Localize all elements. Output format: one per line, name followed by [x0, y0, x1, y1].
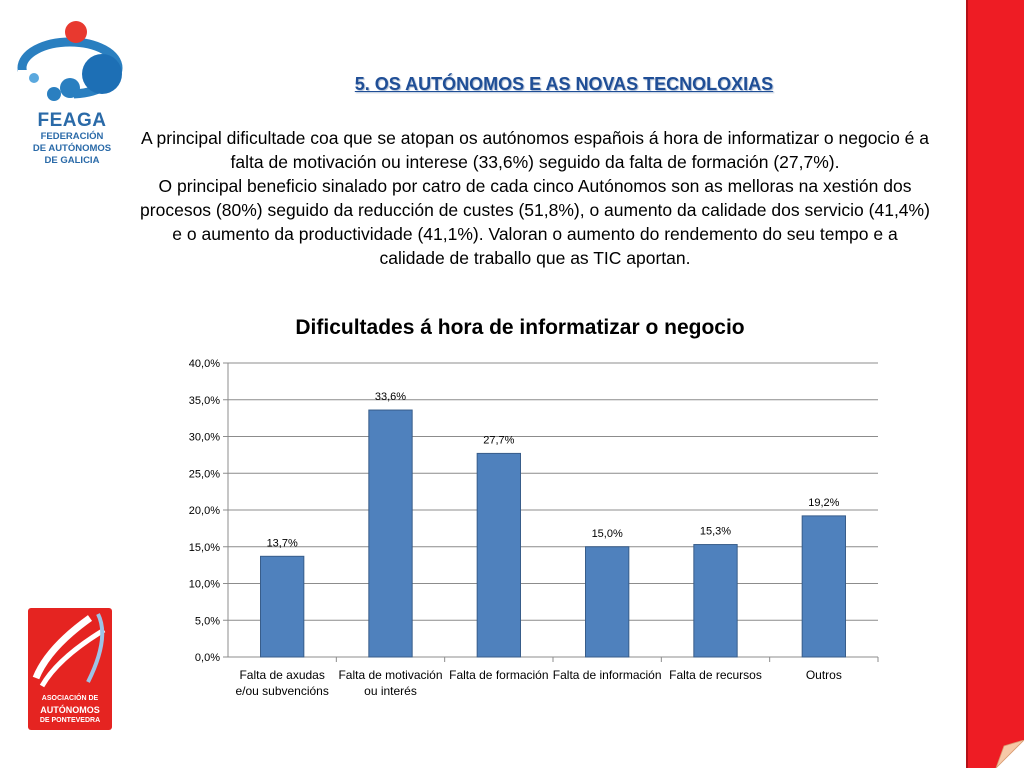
logo-bottom-line: AUTÓNOMOS [40, 705, 100, 715]
y-tick-label: 35,0% [188, 394, 220, 407]
data-label: 15,0% [591, 527, 623, 540]
body-text [140, 126, 930, 270]
x-tick-label: Falta de motivación ou interés [338, 668, 443, 698]
bar [261, 556, 304, 657]
page-curl-icon [990, 740, 1024, 768]
y-tick-label: 30,0% [188, 431, 220, 444]
chart-title: Dificultades á hora de informatizar o negocio [295, 316, 745, 339]
slide-title: 5. OS AUTÓNOMOS E AS NOVAS TECNOLOXIAS [354, 74, 774, 94]
logo-subtitle-line: DE AUTÓNOMOS [32, 143, 112, 154]
logo-subtitle-line: DE GALICIA [44, 155, 100, 166]
x-tick-label: Falta de información [552, 668, 662, 682]
body-paragraph-difficulties: A principal dificultade coa que se atopan os autónomos españois á hora de informatizar o negocio é a falta de motivación ou interese (33,6%) seguido da falta de formación (27,7%). [140, 128, 929, 172]
bar [802, 516, 845, 657]
y-tick-label: 5,0% [194, 615, 220, 628]
y-tick-label: 0,0% [194, 652, 220, 664]
data-label: 33,6% [374, 391, 407, 404]
x-tick-label: Falta de formación [449, 668, 549, 682]
bar [477, 453, 520, 657]
feaga-logo [14, 18, 130, 178]
y-tick-label: 25,0% [188, 468, 220, 481]
bar [586, 547, 629, 657]
logo-bottom-line: ASOCIACIÓN DE [41, 695, 99, 702]
pontevedra-logo [28, 608, 112, 730]
data-label: 19,2% [808, 496, 840, 509]
bar [369, 410, 412, 657]
y-tick-label: 20,0% [188, 505, 220, 517]
y-tick-label: 10,0% [188, 578, 220, 591]
x-tick-label: Falta de axudas e/ou subvencións [235, 668, 329, 698]
x-tick-label: Falta de recursos [669, 668, 762, 682]
bar-chart [150, 310, 890, 730]
y-tick-label: 15,0% [188, 541, 220, 554]
logo-brand: FEAGA [37, 110, 107, 131]
data-label: 15,3% [699, 525, 732, 538]
right-decorative-bar [966, 0, 1024, 768]
logo-bottom-line: DE PONTEVEDRA [39, 717, 101, 724]
data-label: 27,7% [483, 434, 515, 447]
logo-subtitle-line: FEDERACIÓN [40, 131, 104, 142]
body-paragraph-benefits: O principal beneficio sinalado por catro de cada cinco Autónomos son as melloras na xestión dos procesos (80%) seguido da reducción de custes (51,8%), o aumento da calidade dos servicio (41,4%) e o aumento da productividade (41,1%). Valoran o aumento do rendemento do seu tempo e a calidade de traballo que as TIC aportan. [140, 176, 930, 268]
feaga-emblem-icon [14, 18, 130, 110]
x-tick-label: Outros [805, 668, 842, 682]
bar [694, 545, 737, 657]
data-label: 13,7% [266, 537, 298, 550]
y-tick-label: 40,0% [188, 358, 220, 370]
